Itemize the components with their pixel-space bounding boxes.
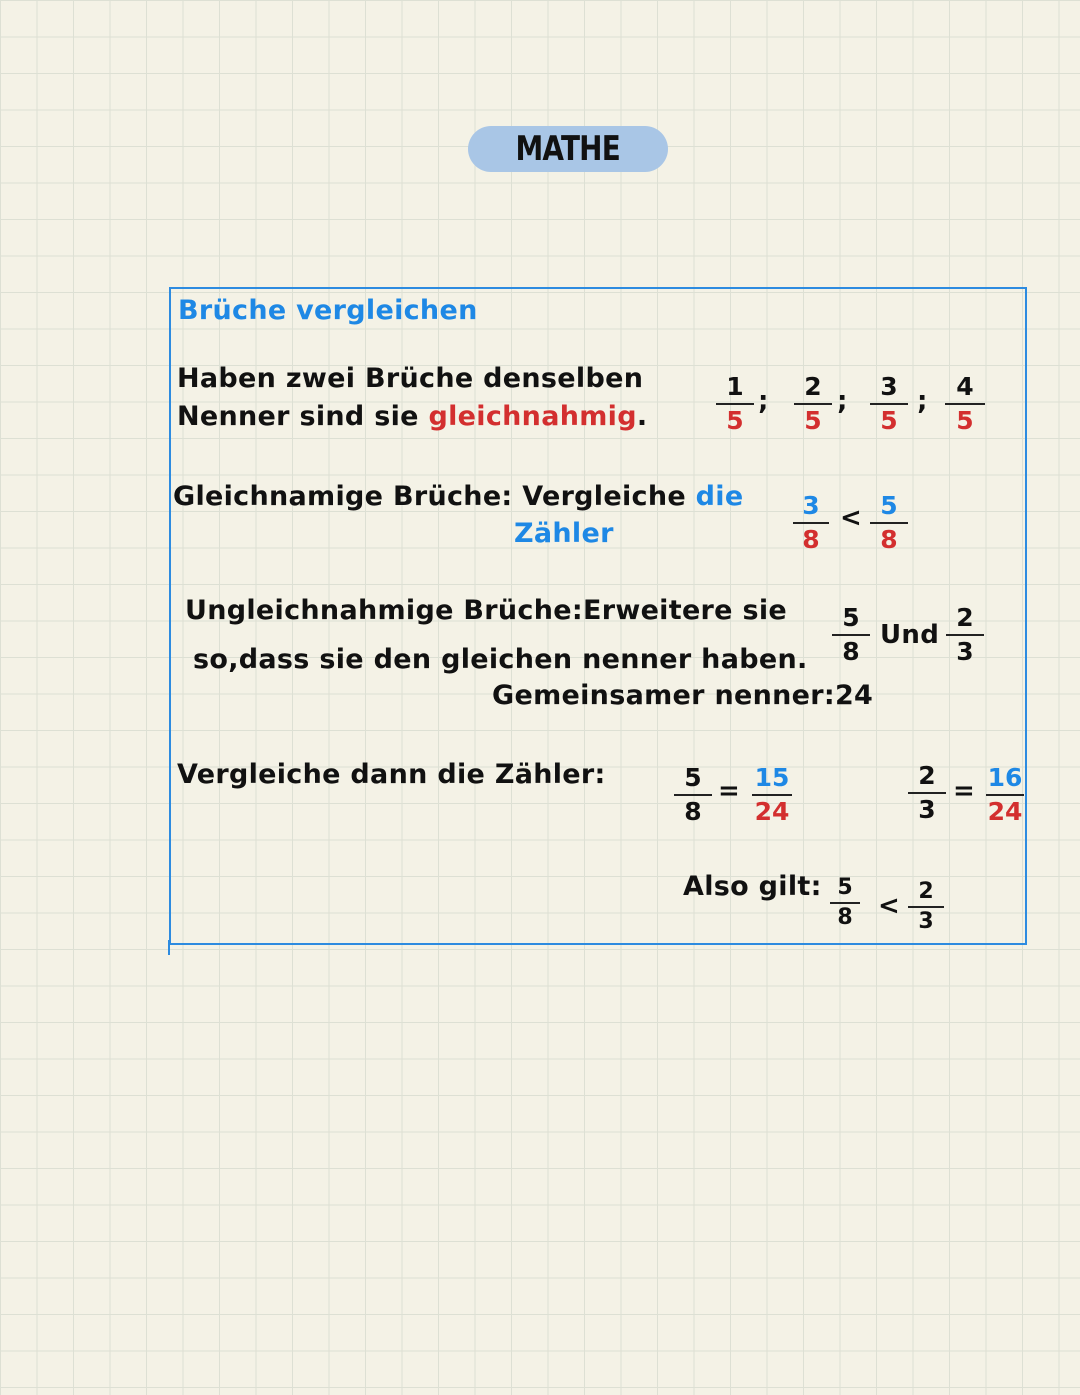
fraction-4-5: 4 5 [945, 372, 985, 436]
fraction-2-5: 2 5 [794, 372, 832, 436]
less-than: < [878, 891, 900, 921]
less-than: < [840, 503, 862, 533]
separator: ; [758, 386, 769, 416]
page-title: MATHE [515, 129, 621, 169]
separator: ; [837, 386, 848, 416]
fraction-2-3: 2 3 [908, 879, 944, 935]
title-pill [468, 126, 668, 172]
fraction-5-8: 5 8 [870, 491, 908, 555]
fraction-16-24: 16 24 [987, 763, 1023, 826]
equals: = [953, 776, 975, 806]
rule1-line1: Haben zwei Brüche denselben [177, 363, 644, 394]
fraction-3-5: 3 5 [870, 372, 908, 436]
rule3-line3: Gemeinsamer nenner:24 [492, 680, 874, 711]
rule3-line1: Ungleichnahmige Brüche:Erweitere sie [185, 595, 788, 626]
fraction-15-24: 15 24 [752, 763, 792, 827]
fraction-2-3: 2 3 [946, 603, 984, 667]
fraction-1-5: 1 5 [716, 372, 754, 436]
separator: ; [917, 386, 928, 416]
fraction-5-8: 5 8 [830, 875, 860, 931]
joiner-und: Und [880, 620, 940, 650]
box-left-tick [168, 940, 170, 955]
fraction-5-8: 5 8 [832, 603, 870, 667]
section-heading: Brüche vergleichen [178, 295, 478, 326]
rule1-line2: Nenner sind sie gleichnahmig. [177, 401, 648, 432]
fraction-3-8: 3 8 [793, 491, 829, 555]
highlight-gleichnahmig: gleichnahmig [428, 401, 637, 432]
rule4-line1: Vergleiche dann die Zähler: [177, 759, 606, 790]
rule3-line2: so,dass sie den gleichen nenner haben. [193, 644, 808, 675]
fraction-2-3: 2 3 [908, 761, 946, 825]
rule2-line2: Zähler [514, 518, 614, 549]
conclusion-label: Also gilt: [683, 871, 822, 902]
equals: = [718, 776, 740, 806]
fraction-5-8: 5 8 [674, 763, 712, 827]
rule2-line1: Gleichnamige Brüche: Vergleiche die [173, 481, 744, 512]
